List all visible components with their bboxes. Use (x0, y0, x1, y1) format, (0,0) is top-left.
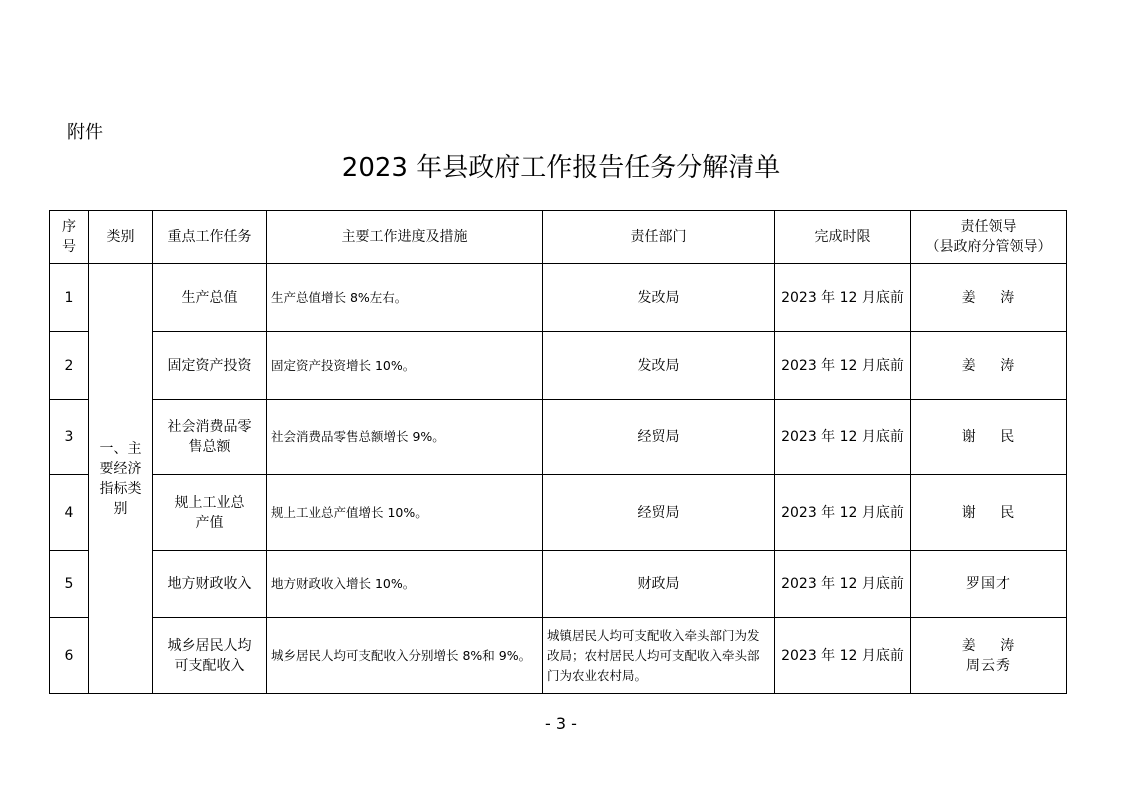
row-seq: 4 (50, 475, 89, 551)
header-leader-line1: 责任领导 (960, 219, 1017, 235)
row-measure: 固定资产投资增长 10%。 (267, 332, 543, 400)
row-leader: 罗国才 (911, 551, 1067, 618)
table-row (50, 475, 1067, 551)
row-deadline: 2023 年 12 月底前 (775, 400, 911, 475)
document-title: 2023 年县政府工作报告任务分解清单 (341, 153, 781, 183)
header-deadline: 完成时限 (775, 211, 911, 264)
row-seq: 6 (50, 618, 89, 694)
table-row (50, 400, 1067, 475)
row-leader: 谢 民 (911, 475, 1067, 551)
row-task: 规上工业总产值 (153, 475, 267, 551)
category-cell: 一、主要经济指标类别 (89, 264, 153, 694)
row-seq: 5 (50, 551, 89, 618)
row-task: 生产总值 (153, 264, 267, 332)
task-table (49, 210, 1067, 694)
row-deadline: 2023 年 12 月底前 (775, 618, 911, 694)
row-dept: 财政局 (543, 551, 775, 618)
header-category: 类别 (89, 211, 153, 264)
table-row (50, 332, 1067, 400)
row-leader-line2: 周云秀 (966, 657, 1011, 674)
row-measure: 规上工业总产值增长 10%。 (267, 475, 543, 551)
row-measure: 生产总值增长 8%左右。 (267, 264, 543, 332)
header-measures: 主要工作进度及措施 (267, 211, 543, 264)
row-measure: 地方财政收入增长 10%。 (267, 551, 543, 618)
row-deadline: 2023 年 12 月底前 (775, 264, 911, 332)
row-dept: 经贸局 (543, 475, 775, 551)
row-leader (911, 618, 1067, 694)
header-leader (911, 211, 1067, 264)
header-seq: 序号 (50, 211, 89, 264)
row-measure: 城乡居民人均可支配收入分别增长 8%和 9%。 (267, 618, 543, 694)
table-row (50, 551, 1067, 618)
attachment-label: 附件 (67, 122, 103, 143)
row-dept: 发改局 (543, 332, 775, 400)
row-dept: 城镇居民人均可支配收入牵头部门为发改局；农村居民人均可支配收入牵头部门为农业农村局。 (543, 618, 775, 694)
header-row (50, 211, 1067, 264)
header-leader-line2: （县政府分管领导） (925, 239, 1052, 255)
row-dept: 发改局 (543, 264, 775, 332)
row-deadline: 2023 年 12 月底前 (775, 475, 911, 551)
row-task: 地方财政收入 (153, 551, 267, 618)
row-deadline: 2023 年 12 月底前 (775, 551, 911, 618)
header-task: 重点工作任务 (153, 211, 267, 264)
row-leader: 姜 涛 (911, 264, 1067, 332)
page-number: - 3 - (545, 714, 577, 733)
row-leader: 谢 民 (911, 400, 1067, 475)
row-seq: 3 (50, 400, 89, 475)
row-deadline: 2023 年 12 月底前 (775, 332, 911, 400)
row-seq: 2 (50, 332, 89, 400)
row-seq: 1 (50, 264, 89, 332)
row-task: 城乡居民人均可支配收入 (153, 618, 267, 694)
row-task: 社会消费品零售总额 (153, 400, 267, 475)
row-task: 固定资产投资 (153, 332, 267, 400)
row-leader: 姜 涛 (911, 332, 1067, 400)
header-dept: 责任部门 (543, 211, 775, 264)
row-measure: 社会消费品零售总额增长 9%。 (267, 400, 543, 475)
table-row (50, 618, 1067, 694)
table-row (50, 264, 1067, 332)
row-leader-line1: 姜 涛 (961, 637, 1016, 654)
row-dept: 经贸局 (543, 400, 775, 475)
